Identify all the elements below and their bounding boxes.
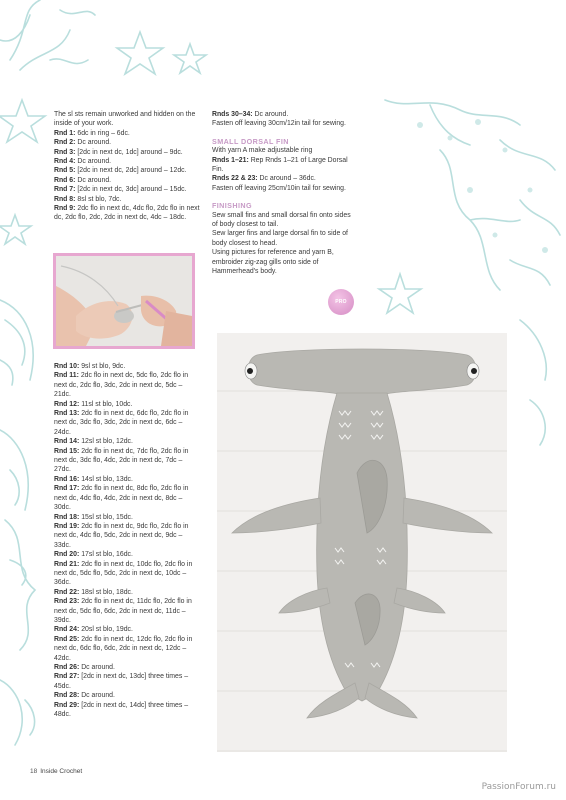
finishing-line: Sew larger fins and large dorsal fin to side of body closest to head.	[212, 230, 348, 247]
round-line: Rnd 24: 20sl st blo, 19dc.	[54, 626, 133, 634]
round-line: Rnd 25: 2dc flo in next dc, 12dc flo, 2dc flo in next dc, 6dc flo, 6dc, 2dc in next dc, 12dc – 42dc.	[54, 635, 193, 662]
round-line: Rnd 15: 2dc flo in next dc, 7dc flo, 2dc flo in next dc, 3dc flo, 4dc, 2dc in next dc, 7dc – 27dc.	[54, 447, 189, 474]
small-dorsal-intro: With yarn A make adjustable ring	[212, 147, 313, 155]
intro-line: The sl sts remain unworked and hidden on the inside of your work.	[54, 111, 196, 128]
finishing-line: Sew small fins and small dorsal fin onto sides of body closest to tail.	[212, 211, 351, 229]
small-dorsal-fin-heading: SMALL DORSAL FIN	[212, 136, 289, 146]
round-line: Rnds 1–21: Rep Rnds 1–21 of Large Dorsal Fin.	[212, 156, 348, 174]
round-line: Rnd 10: 9sl st blo, 9dc.	[54, 363, 126, 370]
round-line: Rnd 6: Dc around.	[54, 176, 112, 184]
pattern-left-top	[54, 110, 200, 223]
round-line: Rnd 1: 6dc in ring – 6dc.	[54, 129, 130, 137]
round-line: Rnd 29: [2dc in next dc, 14dc] three times – 48dc.	[54, 701, 189, 719]
round-line: Rnd 3: [2dc in next dc, 1dc] around – 9dc.	[54, 148, 183, 156]
page-number: 18	[30, 768, 38, 775]
shark-illustration	[217, 333, 507, 752]
round-line: Rnd 17: 2dc flo in next dc, 8dc flo, 2dc flo in next dc, 4dc flo, 4dc, 2dc in next dc, 8dc – 30dc.	[54, 485, 189, 512]
hammerhead-shark-photo	[217, 333, 507, 752]
round-line: Rnd 21: 2dc flo in next dc, 10dc flo, 2dc flo in next dc, 5dc flo, 5dc, 2dc in next dc, 10dc – 36dc.	[54, 560, 193, 587]
round-line: Rnd 5: [2dc in next dc, 2dc] around – 12dc.	[54, 167, 187, 175]
magazine-name: Inside Crochet	[40, 768, 83, 775]
finishing-line: Using pictures for reference and yarn B, embroider zig-zag gills onto side of Hammerhead's body.	[212, 249, 334, 276]
pro-badge: PRO	[328, 289, 354, 315]
pattern-left-bottom	[54, 362, 200, 719]
round-line: Rnd 28: Dc around.	[54, 692, 115, 700]
round-line: Rnd 20: 17sl st blo, 16dc.	[54, 551, 133, 559]
round-line: Rnd 14: 12sl st blo, 12dc.	[54, 438, 133, 446]
round-line: Rnd 7: [2dc in next dc, 3dc] around – 15dc.	[54, 186, 187, 194]
fasten-off-line: Fasten off leaving 30cm/12in tail for sewing.	[212, 120, 346, 128]
round-line: Rnd 16: 14sl st blo, 13dc.	[54, 475, 133, 483]
watermark: PassionForum.ru	[481, 782, 556, 792]
pattern-right	[212, 110, 354, 277]
round-line: Rnd 22: 18sl st blo, 18dc.	[54, 588, 133, 596]
round-line: Rnd 27: [2dc in next dc, 13dc] three times – 45dc.	[54, 673, 189, 690]
round-line: Rnd 12: 11sl st blo, 10dc.	[54, 400, 133, 408]
round-line: Rnds 30–34: Dc around.	[212, 111, 289, 118]
round-line: Rnd 8: 8sl st blo, 7dc.	[54, 195, 122, 203]
round-line: Rnd 13: 2dc flo in next dc, 6dc flo, 2dc flo in next dc, 3dc flo, 3dc, 2dc in next dc, 6dc – 24dc.	[54, 410, 189, 436]
round-line: Rnd 18: 15sl st blo, 15dc.	[54, 513, 133, 521]
hands-illustration	[56, 256, 192, 346]
round-line: Rnd 9: 2dc flo in next dc, 4dc flo, 2dc flo in next dc, 2dc flo, 2dc, 2dc in next dc, 4dc – 18dc.	[54, 205, 200, 222]
round-line: Rnds 22 & 23: Dc around – 36dc.	[212, 175, 316, 183]
fasten-off-line: Fasten off leaving 25cm/10in tail for sewing.	[212, 184, 346, 192]
round-line: Rnd 4: Dc around.	[54, 158, 112, 166]
crochet-hands-photo	[53, 253, 195, 349]
round-line: Rnd 11: 2dc flo in next dc, 5dc flo, 2dc flo in next dc, 2dc flo, 3dc, 2dc in next dc, 5dc – 21dc.	[54, 372, 189, 399]
round-line: Rnd 2: Dc around.	[54, 139, 112, 147]
finishing-heading: FINISHING	[212, 201, 252, 211]
round-line: Rnd 19: 2dc flo in next dc, 9dc flo, 2dc flo in next dc, 4dc flo, 5dc, 2dc in next dc, 9dc – 33dc.	[54, 522, 189, 549]
round-line: Rnd 23: 2dc flo in next dc, 11dc flo, 2dc flo in next dc, 5dc flo, 6dc, 2dc in next dc, 11dc – 39dc.	[54, 598, 192, 624]
round-line: Rnd 26: Dc around.	[54, 664, 115, 671]
page-footer	[30, 768, 82, 775]
